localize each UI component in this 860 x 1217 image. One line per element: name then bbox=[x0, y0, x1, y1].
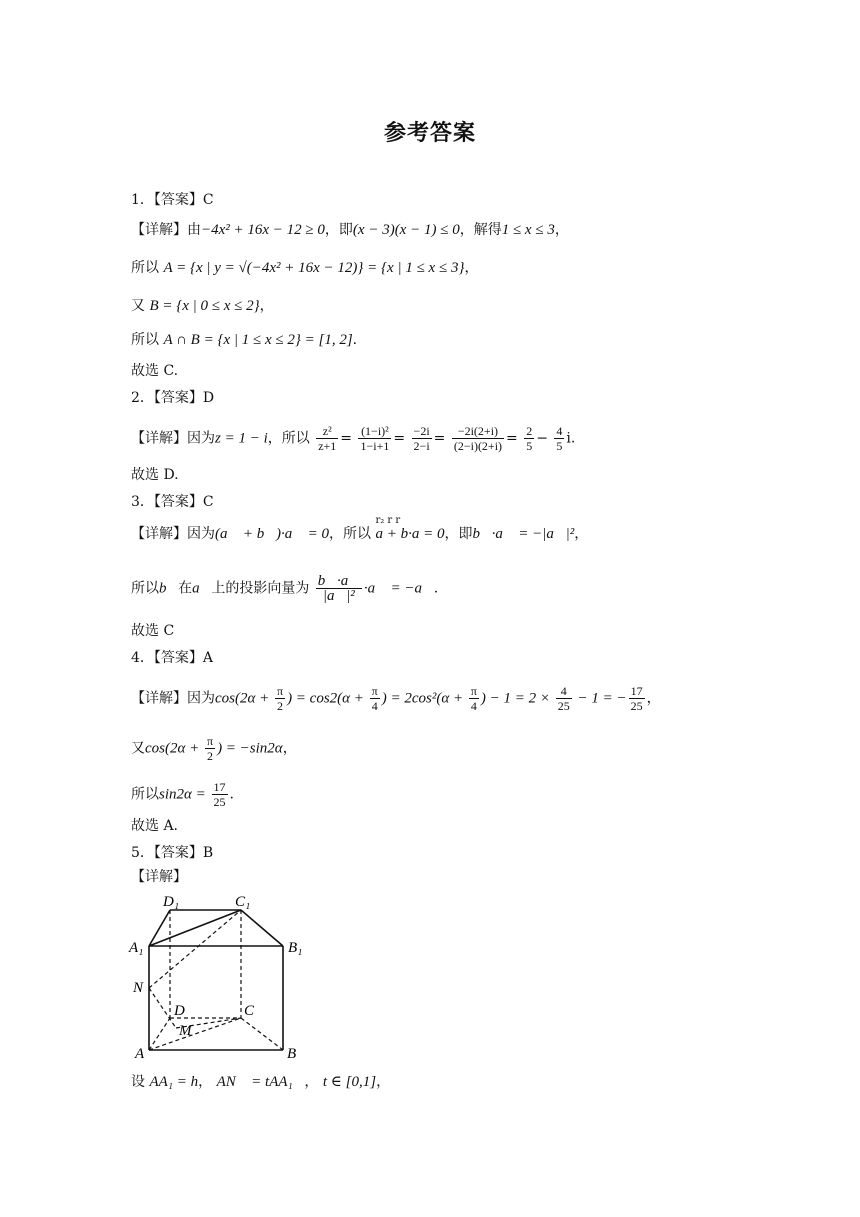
label-A1: A₁ bbox=[129, 940, 144, 956]
answer-5: 5．【答案】B bbox=[131, 845, 214, 861]
detail-4-line-1: 【详解】因为cos(2α + $\frac{\pi}{2}$ ) = cos2(α + $\frac{\pi}{4}$ ) = 2cos²(α + $\frac{\pi}{4}$ ) − 1 = 2 × $\frac{4}{25}$ − 1 = − $\frac{17}{25}$ ， bbox=[131, 684, 661, 713]
label-B1: B₁ bbox=[288, 940, 303, 956]
detail-1-line-4: 所以 A ∩ B = {x | 1 ≤ x ≤ 2} = [1, 2]. bbox=[131, 332, 358, 348]
page-title: 参考答案 bbox=[383, 121, 476, 146]
detail-4-line-3: 所以sin2α = $\frac{17}{25}$ . bbox=[131, 780, 234, 809]
label-D: D bbox=[174, 1003, 185, 1019]
label-D1: D₁ bbox=[163, 894, 180, 910]
detail-5-line-1: 设 AA₁ = h， AN⃗ = tAA₁⃗， t ∈ [0,1]， bbox=[131, 1074, 391, 1090]
label-B: B bbox=[287, 1046, 297, 1062]
label-M: M bbox=[179, 1023, 192, 1039]
detail-2-line-1: 【详解】因为z = 1 − i，所以 $\frac{\text{z²}}{z+1}$ = $\frac{\text{(1−i)²}}{1-i+1}$ = $\frac{-2i}{2-i}$ = $\frac{-2i(2+i)}{(2-i)(2+i)}$ = $\frac{2}{5}$ − $\frac{4}{5}$ i. bbox=[131, 424, 576, 453]
label-N: N bbox=[133, 980, 144, 996]
detail-4-line-2: 又cos(2α + $\frac{\pi}{2}$ ) = −sin2α， bbox=[131, 734, 297, 763]
answer-2: 2．【答案】D bbox=[131, 390, 215, 406]
fraction: $\frac{4}{5}$ bbox=[556, 424, 563, 453]
answer-1: 1．【答案】C bbox=[131, 192, 214, 208]
fraction: $\frac{\text{(1−i)²}}{1-i+1}$ bbox=[360, 424, 390, 453]
label-C1: C₁ bbox=[235, 894, 251, 910]
fraction: $\frac{2}{5}$ bbox=[526, 424, 533, 453]
choice-1: 故选 C. bbox=[131, 363, 179, 379]
choice-3: 故选 C bbox=[131, 623, 175, 639]
choice-4: 故选 A. bbox=[131, 818, 179, 834]
detail-3-line-2: 所以b⃗在a⃗上的投影向量为 $\frac{b⃗\cdot a⃗}{\text{|a⃗|²}}$ ·a⃗ = −a⃗. bbox=[131, 573, 439, 604]
fraction: $\frac{b⃗\cdot a⃗}{\text{|a⃗|²}}$ bbox=[317, 573, 360, 604]
garbled-vector-expr: r₂ r r a + b·a = 0 bbox=[375, 515, 445, 542]
label-A: A bbox=[135, 1046, 145, 1062]
detail-1-line-1: 【详解】由−4x² + 16x − 12 ≥ 0，即(x − 3)(x − 1) ≤ 0，解得1 ≤ x ≤ 3， bbox=[131, 222, 569, 238]
answer-4: 4．【答案】A bbox=[131, 650, 214, 666]
answer-3: 3．【答案】C bbox=[131, 494, 214, 510]
detail-1-line-3: 又 B = {x | 0 ≤ x ≤ 2}， bbox=[131, 298, 274, 314]
detail-5-heading: 【详解】 bbox=[131, 869, 187, 885]
label-C: C bbox=[244, 1003, 255, 1019]
detail-3-line-1: 【详解】因为(a⃗ + b⃗)·a⃗ = 0，所以 r₂ r r a + b·a = 0，即b⃗·a⃗ = −|a⃗|²， bbox=[131, 515, 589, 542]
choice-2: 故选 D. bbox=[131, 467, 179, 483]
fraction: $\frac{\text{z²}}{z+1}$ bbox=[318, 424, 337, 453]
detail-1-line-2: 所以 A = {x | y = √(−4x² + 16x − 12)} = {x | 1 ≤ x ≤ 3}， bbox=[131, 260, 479, 276]
fraction: $\frac{-2i(2+i)}{(2-i)(2+i)}$ bbox=[453, 424, 503, 453]
fraction: $\frac{-2i}{2-i}$ bbox=[413, 424, 430, 453]
prism-figure bbox=[125, 888, 325, 1068]
